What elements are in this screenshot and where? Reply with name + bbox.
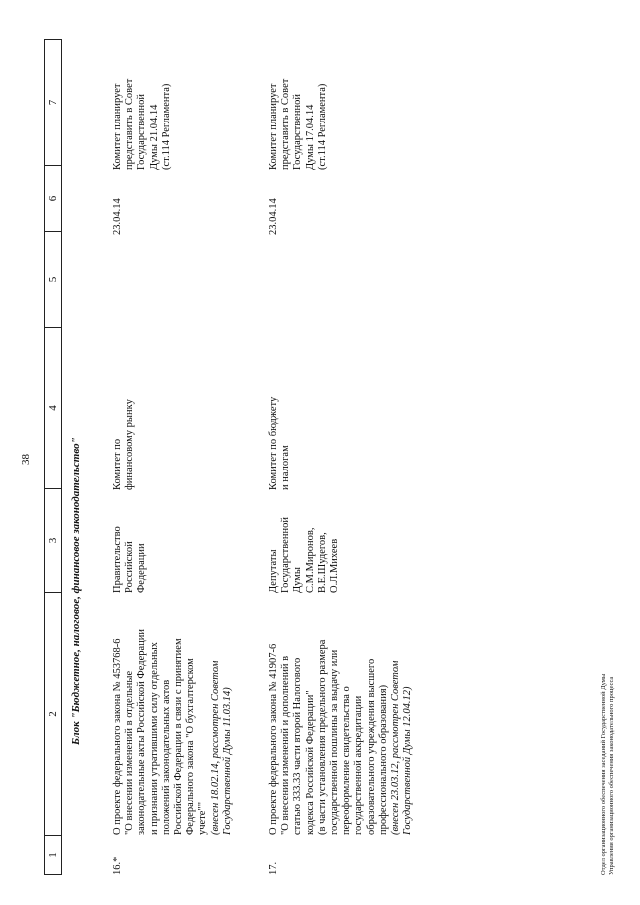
description-line: О проекте федерального закона № 453768-6: [112, 638, 123, 835]
committee-line: Комитет по: [112, 438, 123, 490]
bill-note-line: Государственной Думы 12.04.12): [402, 686, 414, 835]
description-line: учете"": [197, 801, 209, 835]
row-number: 17.: [268, 861, 279, 875]
initiator: [112, 493, 149, 593]
initiator-line: Депутаты: [268, 549, 279, 593]
row-number: 16.*: [112, 856, 123, 875]
header-col-6: 6: [45, 165, 61, 231]
initiator-line: Правительство: [112, 526, 123, 593]
description-line: "О внесении изменений в отдельные: [124, 670, 136, 835]
description-line: (в части установления предельного размера: [316, 639, 328, 835]
date: 23.04.14: [268, 198, 279, 235]
header-col-2: 2: [45, 592, 61, 835]
footer-line: Управления организационного обеспечения законодательного процесса: [608, 676, 615, 875]
bill-note-line: Государственной Думы 11.03.14): [221, 687, 233, 835]
bill-description: [112, 595, 234, 835]
plan-line: представить в Совет: [280, 78, 292, 170]
initiator-line: Государственной: [280, 517, 292, 593]
description-line: законодательные акты Российской Федерации: [136, 628, 148, 835]
bill-note-line: (внесен 18.02.14, рассмотрен Советом: [209, 660, 221, 835]
committee-line: финансовому рынку: [124, 399, 136, 490]
description-line: Федерального закона "О бухгалтерском: [185, 658, 197, 835]
initiator: [268, 493, 341, 593]
header-col-1: 1: [45, 835, 61, 874]
plan-line: Комитет планирует: [268, 83, 279, 170]
description-line: положений законодательных актов: [160, 679, 172, 835]
responsible-committee: [268, 335, 292, 490]
plan-line: Государственной: [292, 94, 304, 170]
description-line: и признании утратившими силу отдельных: [148, 642, 160, 835]
description-line: государственной пошлины за выдачу или: [329, 649, 341, 835]
description-line: переоформление свидетельства о: [341, 686, 353, 835]
description-line: "О внесении изменений и дополнений в: [280, 655, 292, 835]
initiator-line: С.М.Миронов,: [304, 527, 316, 593]
plan-line: Государственной: [136, 94, 148, 170]
committee-line: и налогам: [280, 445, 292, 490]
initiator-line: Российской: [124, 541, 136, 593]
date: 23.04.14: [112, 198, 123, 235]
plan-note: [112, 45, 173, 170]
plan-line: (ст.114 Регламента): [160, 83, 172, 170]
plan-line: представить в Совет: [124, 78, 136, 170]
header-col-5: 5: [45, 231, 61, 327]
block-title: Блок "Бюджетное, налоговое, финансовое законодательство": [70, 437, 82, 745]
plan-line: Думы 17.04.14: [304, 104, 316, 170]
description-line: государственной аккредитации: [353, 695, 365, 835]
header-col-7: 7: [47, 99, 59, 106]
description-line: профессионального образования): [377, 684, 389, 835]
header-col-4: 4: [45, 327, 61, 488]
committee-line: Комитет по бюджету: [268, 396, 279, 490]
description-line: кодекса Российской Федерации": [304, 690, 316, 835]
initiator-line: Думы: [292, 567, 304, 593]
description-line: Российской Федерации в связи с принятием: [173, 638, 185, 835]
bill-description: [268, 595, 414, 835]
description-line: образовательного учреждения высшего: [365, 658, 377, 835]
initiator-line: В.Е.Шудегов,: [316, 532, 328, 593]
plan-line: (ст.114 Регламента): [316, 83, 328, 170]
footer-line: Отдел организационного обеспечения заседаний Государственной Думы: [600, 673, 607, 875]
description-line: О проекте федерального закона № 41907-6: [268, 643, 279, 835]
page-footer: [600, 674, 616, 875]
plan-note: [268, 45, 329, 170]
bill-note-line: (внесен 23.03.12, рассмотрен Советом: [390, 660, 402, 835]
page-number: 38: [20, 454, 32, 465]
header-col-3: 3: [45, 488, 61, 592]
column-number-header: [44, 39, 62, 875]
responsible-committee: [112, 335, 136, 490]
plan-line: Комитет планирует: [112, 83, 123, 170]
description-line: статью 333.33 части второй Налогового: [292, 657, 304, 835]
initiator-line: О.Л.Михеев: [329, 538, 341, 593]
initiator-line: Федерации: [136, 543, 148, 593]
plan-line: Думы 21.04.14: [148, 104, 160, 170]
